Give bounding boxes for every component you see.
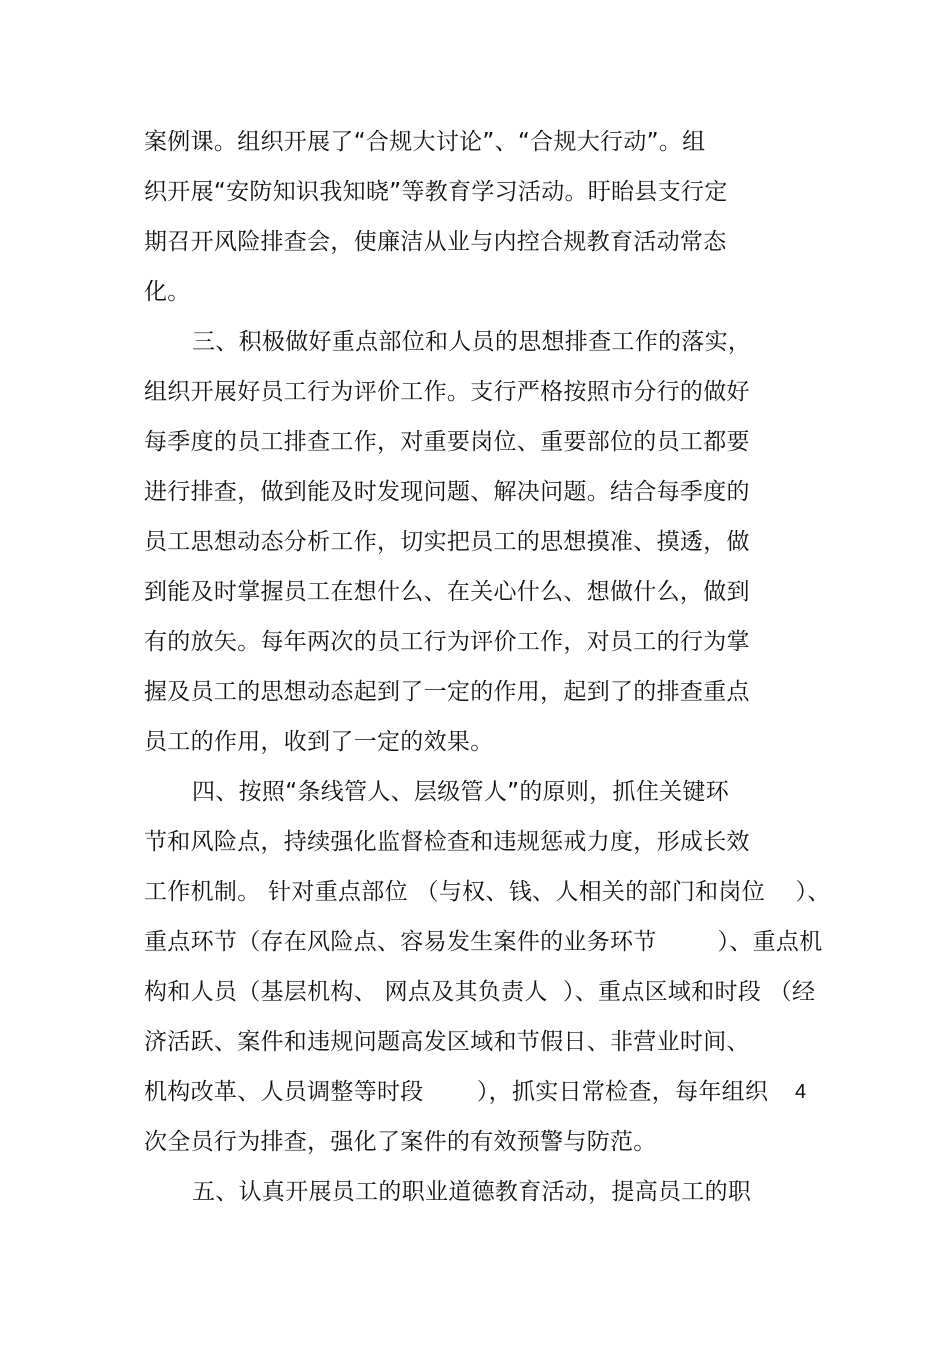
text-line: 握及员工的思想动态起到了一定的作用，起到了的排查重点 (144, 679, 750, 705)
text-line: 期召开风险排查会，使廉洁从业与内控合规教育活动常态 (144, 229, 727, 255)
text-line: 案例课。组织开展了“合规大讨论”、“合规大行动”。组 (144, 129, 706, 155)
text-line: 节和风险点，持续强化监督检查和违规惩戒力度，形成长效 (144, 829, 750, 855)
paragraph-heading-five: 五、认真开展员工的职业道德教育活动，提高员工的职 (192, 1179, 752, 1205)
inline-number: 4 (795, 1081, 807, 1103)
text-line: 有的放矢。每年两次的员工行为评价工作，对员工的行为掌 (144, 629, 750, 655)
text-line: 机构改革、人员调整等时段 ），抓实日常检查，每年组织 (144, 1079, 769, 1105)
text-line: 济活跃、案件和违规问题高发区域和节假日、非营业时间、 (144, 1029, 750, 1055)
paragraph-heading-four: 四、按照“条线管人、层级管人”的原则，抓住关键环 (192, 779, 730, 805)
text-line: 构和人员（基层机构、 网点及其负责人 ）、重点区域和时段 （经 (144, 979, 816, 1005)
text-line: 员工思想动态分析工作，切实把员工的思想摸准、摸透，做 (144, 529, 750, 555)
text-line: 到能及时掌握员工在想什么、在关心什么、想做什么，做到 (144, 579, 750, 605)
text-line: 员工的作用，收到了一定的效果。 (144, 729, 494, 755)
text-line: 进行排查，做到能及时发现问题、解决问题。结合每季度的 (144, 479, 750, 505)
text-line: 化。 (144, 279, 191, 305)
text-line: 次全员行为排查，强化了案件的有效预警与防范。 (144, 1129, 657, 1155)
paragraph-heading-three: 三、积极做好重点部位和人员的思想排查工作的落实， (192, 329, 752, 355)
text-line: 每季度的员工排查工作，对重要岗位、重要部位的员工都要 (144, 429, 750, 455)
text-line: 组织开展好员工行为评价工作。支行严格按照市分行的做好 (144, 379, 750, 405)
text-line: 工作机制。 针对重点部位 （与权、钱、人相关的部门和岗位 ）、 (144, 879, 831, 905)
text-line: 织开展“安防知识我知晓”等教育学习活动。盱眙县支行定 (144, 179, 728, 205)
text-line: 重点环节（存在风险点、容易发生案件的业务环节 ）、重点机 (144, 929, 823, 955)
